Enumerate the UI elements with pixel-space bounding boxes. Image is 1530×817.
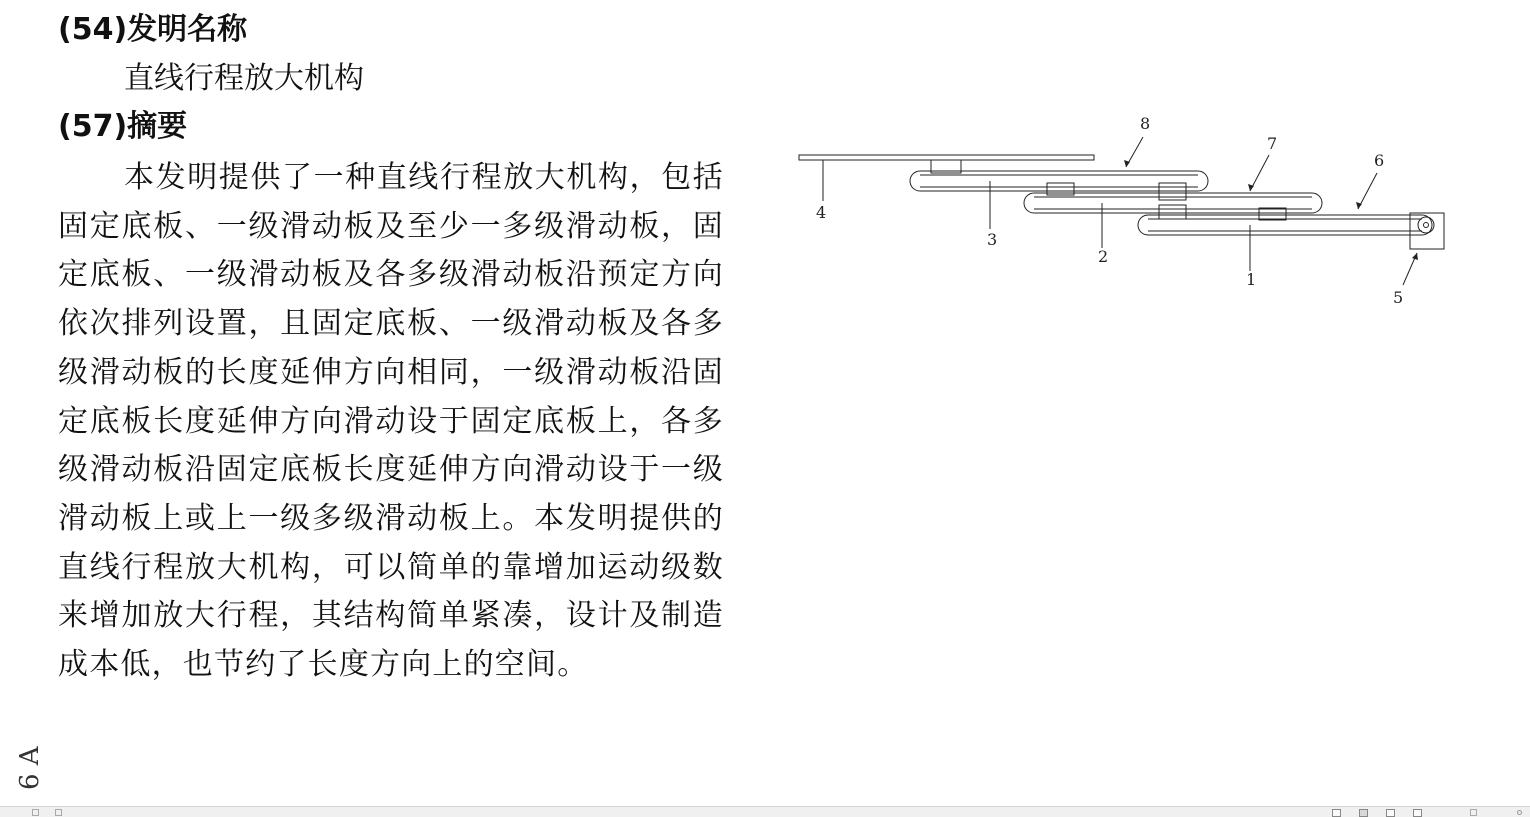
third-slide-belt (1138, 215, 1432, 235)
abstract-text: 本发明提供了一种直线行程放大机构，包括固定底板、一级滑动板及至少一多级滑动板，固定底板、一级滑动板及各多级滑动板沿预定方向依次排列设置，且固定底板、一级滑动板及各多级滑动板的长度延伸方向相同，一级滑动板沿固定底板长度延伸方向滑动设于固定底板上，各多级滑动板沿固定底板长度延伸方向滑动设于一级滑动板上或上一级多级滑动板上。本发明提供的直线行程放大机构，可以简单的靠增加运动级数来增加放大行程，其结构简单紧凑，设计及制造成本低，也节约了长度方向上的空间。 (58, 160, 724, 683)
single-page-icon[interactable] (1332, 809, 1341, 817)
invention-name-heading: (54)发明名称 (58, 12, 248, 47)
label-4: 4 (816, 203, 827, 222)
two-page-continuous-icon[interactable] (1413, 809, 1422, 817)
leader-line-7 (1250, 155, 1269, 191)
page-nav-icon[interactable] (32, 809, 39, 816)
publication-code-fragment: 6 A (15, 746, 45, 790)
label-8: 8 (1140, 114, 1151, 133)
label-3: 3 (987, 230, 998, 249)
label-2: 2 (1098, 247, 1109, 266)
leader-line-6 (1358, 173, 1377, 209)
second-slide-belt (1024, 193, 1322, 213)
label-1: 1 (1246, 270, 1257, 289)
label-5: 5 (1393, 288, 1404, 307)
slide-block-c (1159, 205, 1186, 219)
slide-block-d (1259, 208, 1286, 220)
fixed-base-plate (799, 155, 1094, 160)
abstract-heading: (57)摘要 (58, 109, 188, 144)
page-thumb-icon[interactable] (55, 809, 62, 816)
mechanism-drawing (790, 105, 1460, 315)
first-slide-belt (910, 171, 1208, 191)
zoom-slider-handle-icon[interactable] (1517, 810, 1522, 815)
continuous-page-icon[interactable] (1359, 809, 1368, 817)
label-7: 7 (1267, 134, 1278, 153)
invention-name: 直线行程放大机构 (124, 61, 364, 96)
viewer-status-bar (0, 806, 1530, 817)
zoom-out-icon[interactable] (1470, 809, 1477, 816)
label-6: 6 (1374, 151, 1385, 170)
two-page-icon[interactable] (1386, 809, 1395, 817)
